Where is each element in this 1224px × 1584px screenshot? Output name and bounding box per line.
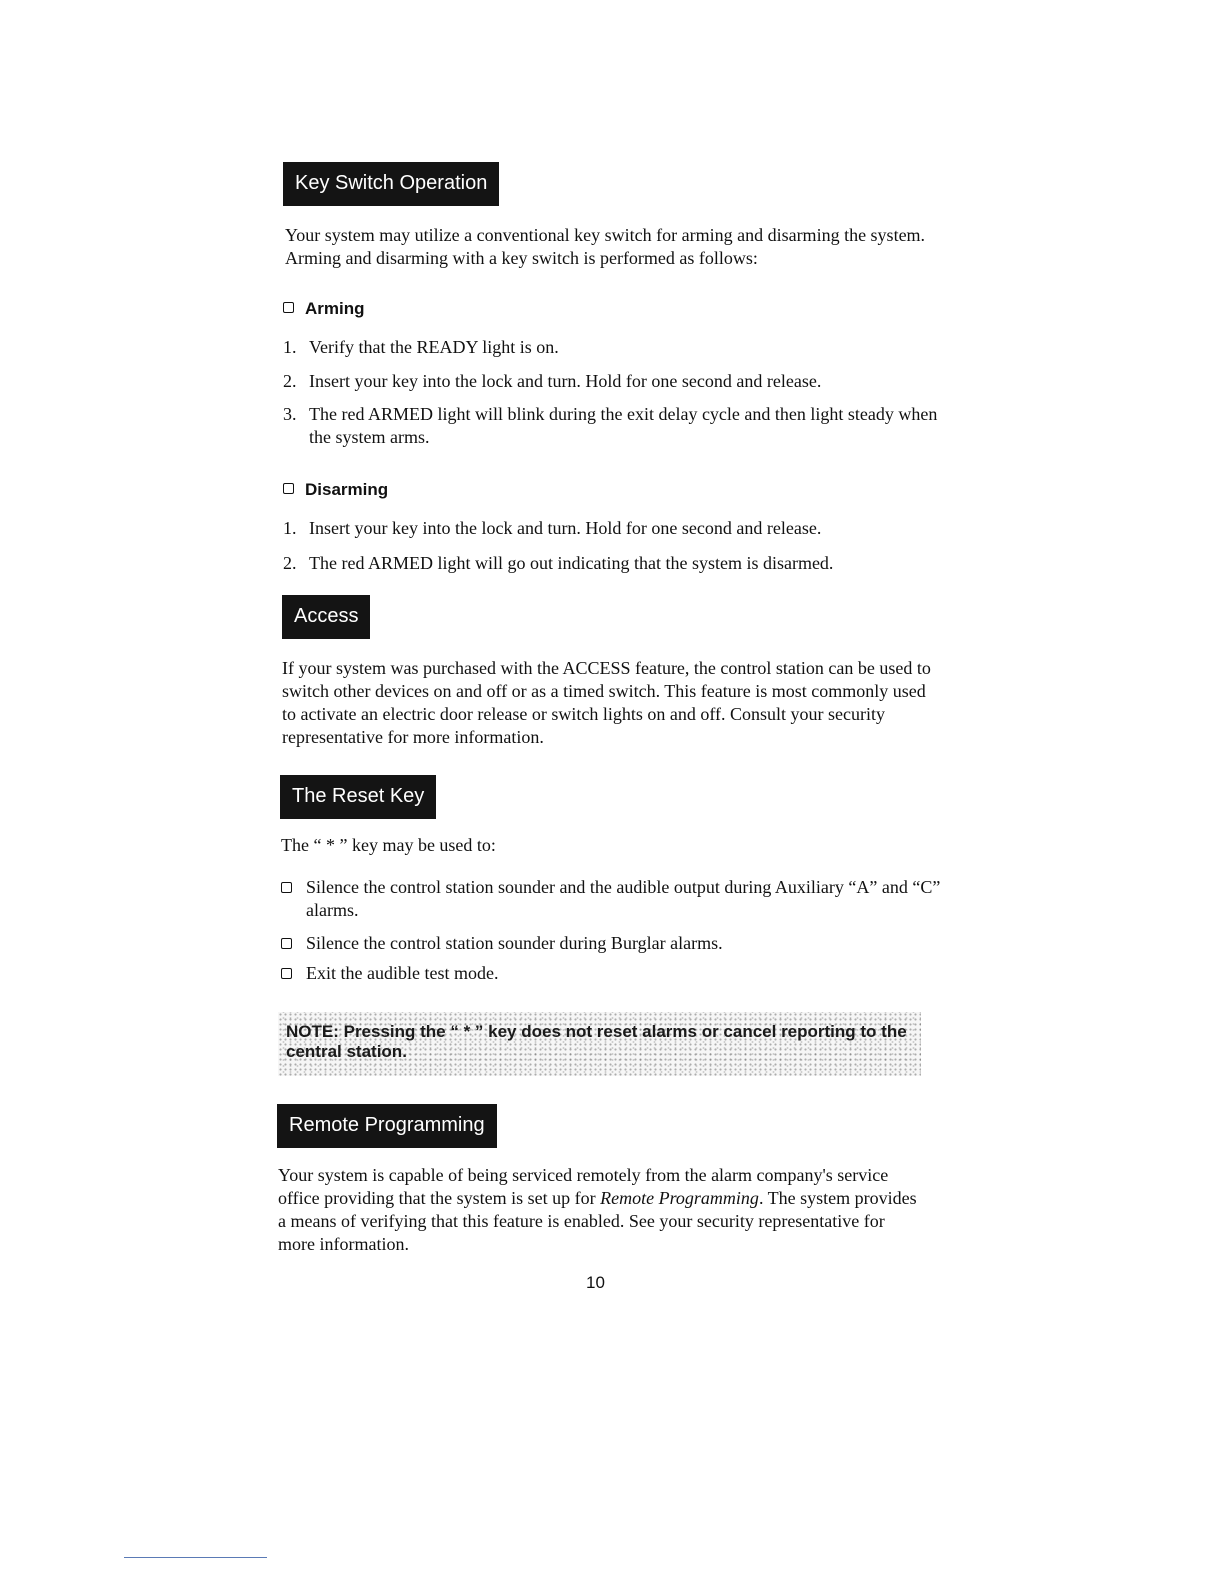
- checkbox-icon: [281, 968, 292, 979]
- arming-title: Arming: [305, 299, 365, 318]
- step-number: 3.: [283, 404, 297, 424]
- step-number: 1.: [283, 337, 297, 357]
- step-number: 1.: [283, 518, 297, 538]
- reset-note-box: [278, 1012, 921, 1076]
- arming-step-2: [283, 370, 943, 393]
- arming-subheading: [283, 298, 365, 320]
- access-body: If your system was purchased with the ACCESS feature, the control station can be used to switch other devices on and off or as a timed switch. This feature is most commonly used to activate an electric door release or switch lights on and off. Consult your security representative for more information.: [282, 658, 931, 747]
- disarming-step-1: [283, 517, 943, 540]
- remote-body-part1: Your system is capable of being serviced remotely from the alarm company's service office providing that the system is set up for: [278, 1165, 889, 1208]
- remote-programming-body: [278, 1164, 923, 1256]
- arming-step-1: [283, 336, 943, 359]
- heading-key-switch-operation: Key Switch Operation: [283, 162, 499, 206]
- reset-note-text: NOTE: Pressing the “ * ” key does not reset alarms or cancel reporting to the central station.: [286, 1022, 907, 1061]
- remote-body-emphasis: Remote Programming: [600, 1188, 759, 1208]
- checkbox-icon: [281, 938, 292, 949]
- reset-key-intro: The “ * ” key may be used to:: [281, 835, 496, 855]
- page-number: 10: [586, 1273, 605, 1292]
- step-number: 2.: [283, 553, 297, 573]
- disarming-title: Disarming: [305, 480, 389, 499]
- step-text: Insert your key into the lock and turn. Hold for one second and release.: [309, 518, 822, 538]
- reset-item-3: [281, 962, 941, 985]
- footer-rule: [124, 1557, 267, 1558]
- checkbox-icon: [283, 302, 294, 313]
- step-text: The red ARMED light will blink during the exit delay cycle and then light steady when the system arms.: [309, 404, 938, 447]
- step-text: The red ARMED light will go out indicating that the system is disarmed.: [309, 553, 834, 573]
- step-text: Insert your key into the lock and turn. Hold for one second and release.: [309, 371, 822, 391]
- reset-item-text: Silence the control station sounder and the audible output during Auxiliary “A” and “C” alarms.: [306, 877, 941, 920]
- checkbox-icon: [283, 483, 294, 494]
- heading-reset-key: The Reset Key: [280, 775, 436, 819]
- disarming-subheading: [283, 479, 388, 501]
- step-number: 2.: [283, 371, 297, 391]
- reset-item-text: Silence the control station sounder during Burglar alarms.: [306, 933, 723, 953]
- step-text: Verify that the READY light is on.: [309, 337, 559, 357]
- heading-access: Access: [282, 595, 370, 639]
- reset-item-2: [281, 932, 941, 955]
- disarming-step-2: [283, 552, 943, 575]
- reset-item-text: Exit the audible test mode.: [306, 963, 499, 983]
- arming-step-3: [283, 403, 943, 449]
- checkbox-icon: [281, 882, 292, 893]
- reset-item-1: [281, 876, 941, 922]
- heading-remote-programming: Remote Programming: [277, 1104, 497, 1148]
- remote-body-part2: . The system provides a means of verifying that this feature is enabled. See your security representative for more information.: [278, 1188, 917, 1254]
- key-switch-intro: Your system may utilize a conventional key switch for arming and disarming the system. Arming and disarming with a key switch is performed as follows:: [285, 225, 926, 268]
